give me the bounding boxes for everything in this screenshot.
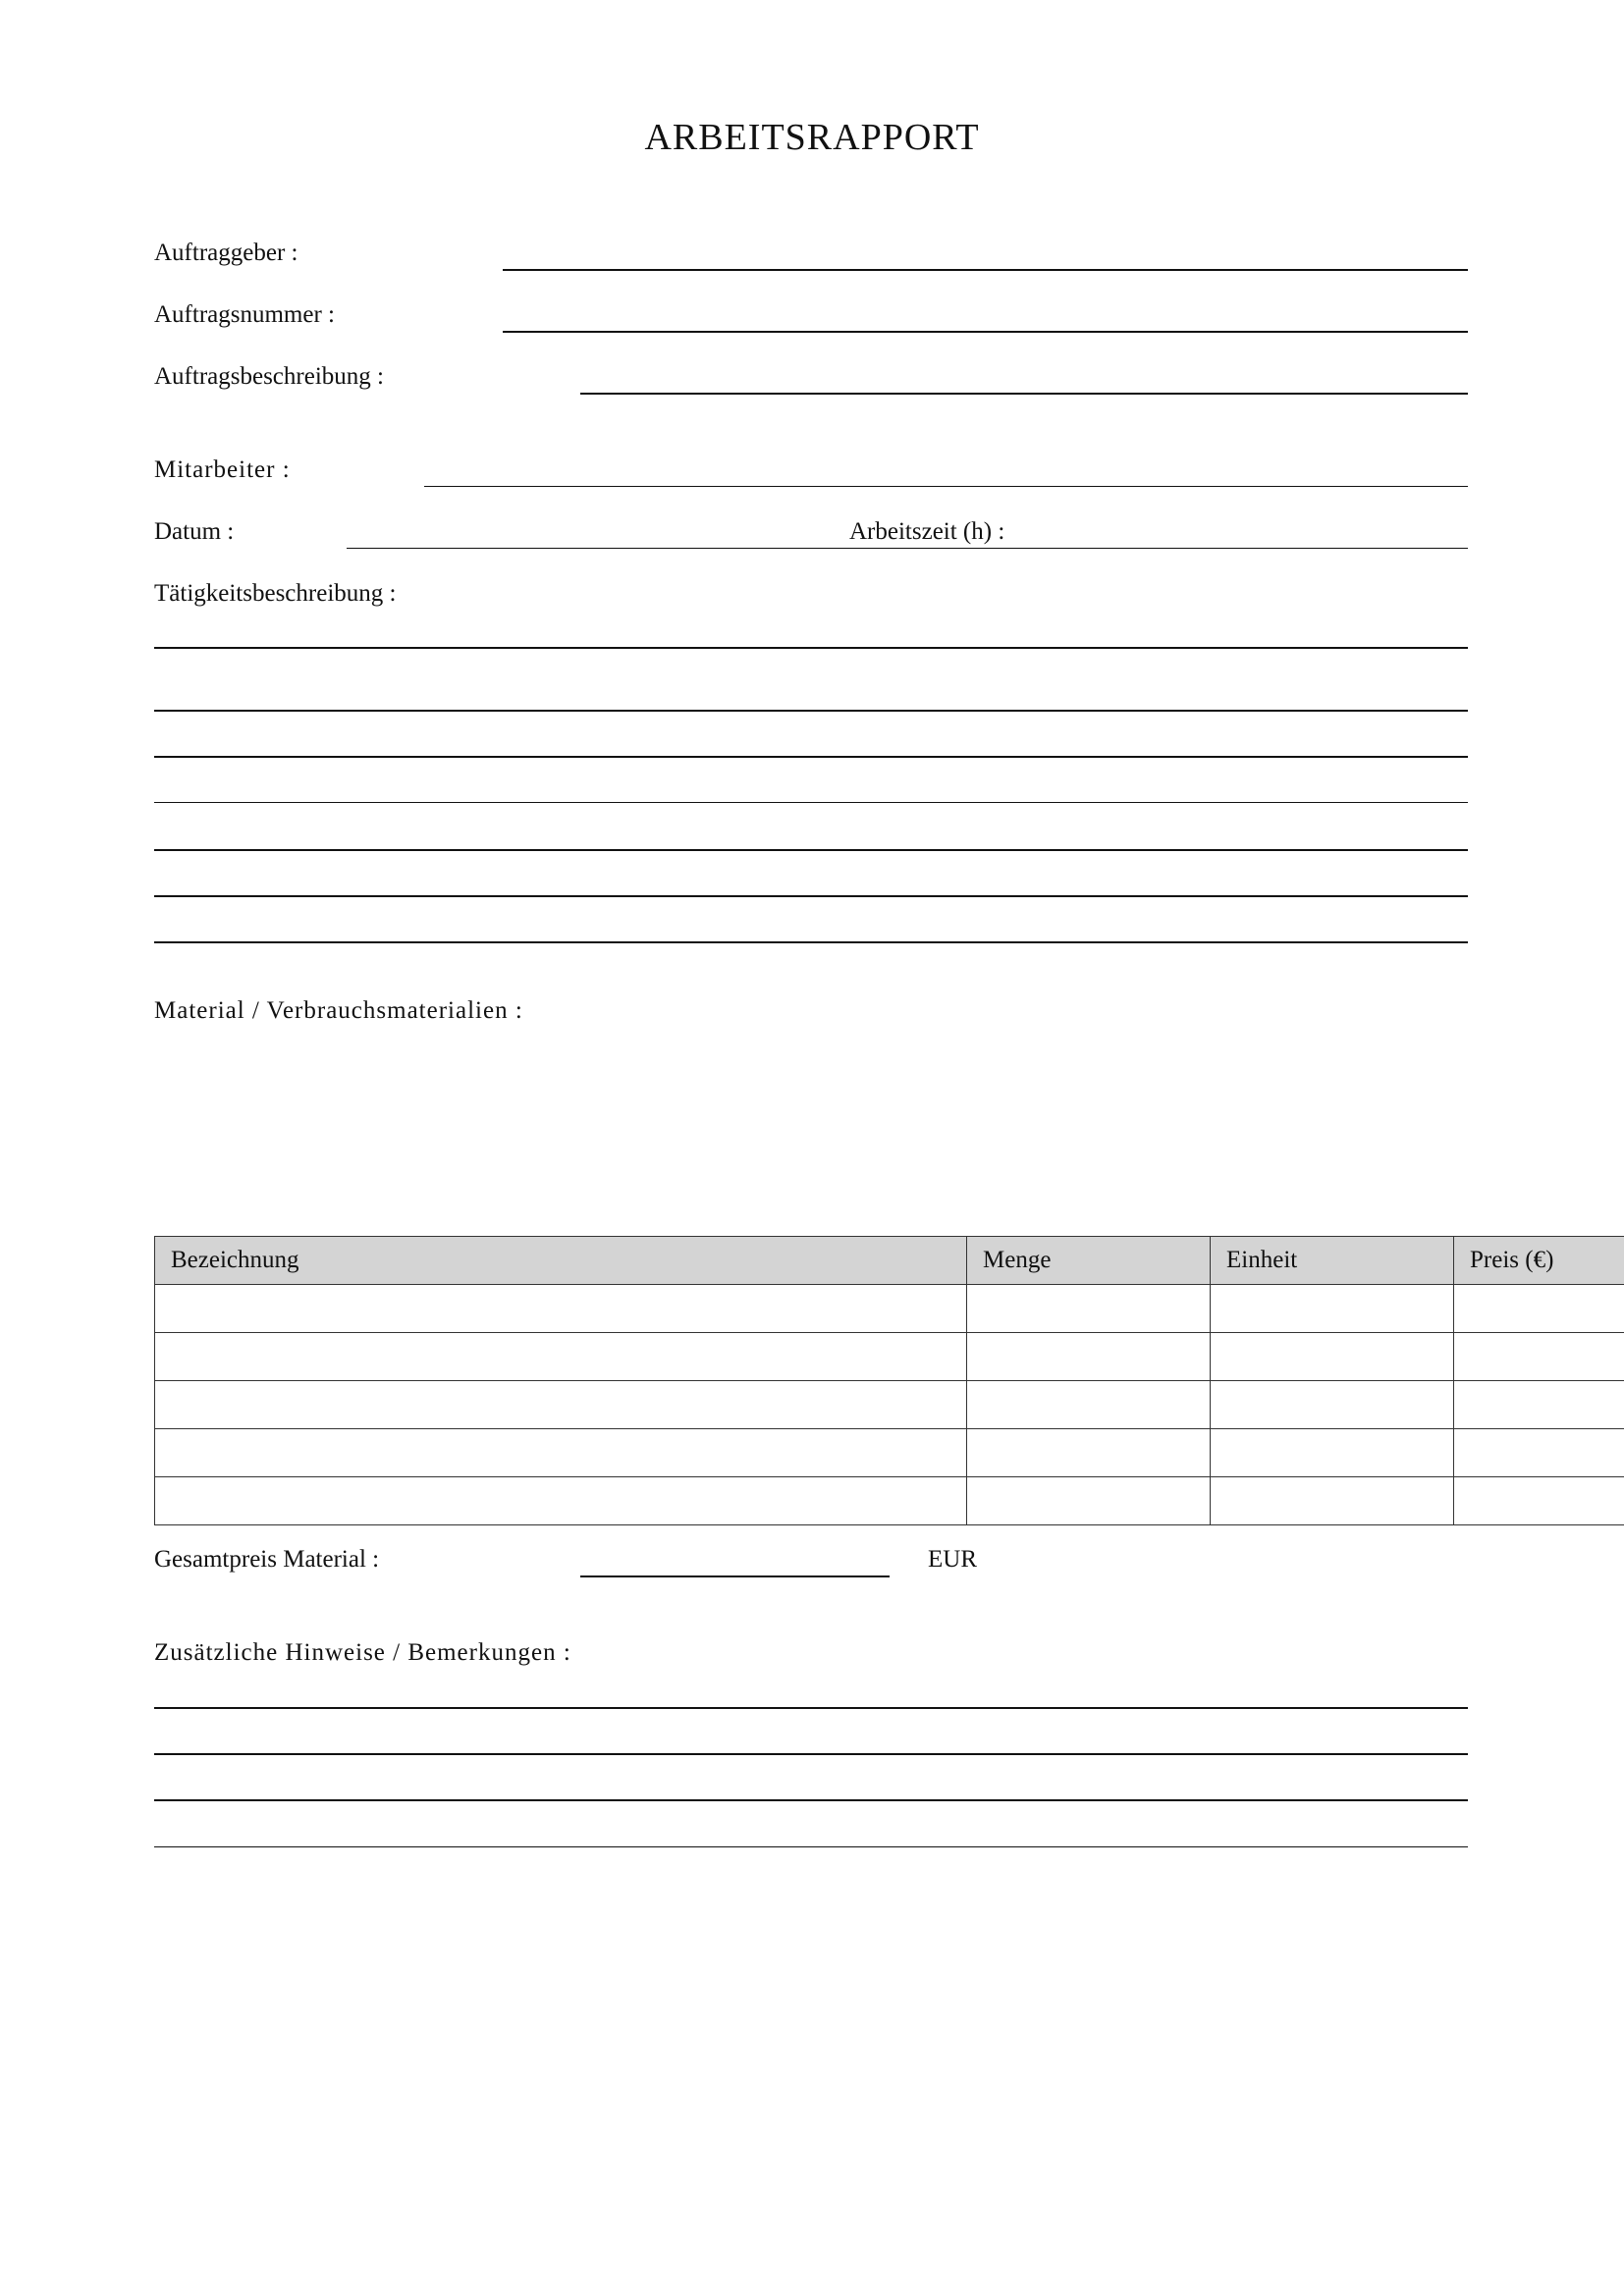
- table-row: [155, 1429, 1624, 1477]
- table-cell[interactable]: [967, 1381, 1211, 1429]
- document-title: ARBEITSRAPPORT: [644, 117, 980, 158]
- description-line-5[interactable]: [154, 849, 1468, 851]
- column-header-menge: Menge: [967, 1237, 1211, 1285]
- notes-heading: Zusätzliche Hinweise / Bemerkungen :: [154, 1639, 571, 1666]
- table-cell[interactable]: [155, 1429, 967, 1477]
- table-row: [155, 1381, 1624, 1429]
- table-cell[interactable]: [1454, 1333, 1624, 1381]
- label-datum: Datum :: [154, 518, 235, 545]
- notes-line-1[interactable]: [154, 1707, 1468, 1709]
- description-line-6[interactable]: [154, 895, 1468, 897]
- table-cell[interactable]: [1211, 1285, 1454, 1333]
- label-auftragsbeschreibung: Auftragsbeschreibung :: [154, 363, 384, 390]
- table-cell[interactable]: [1211, 1381, 1454, 1429]
- label-arbeitszeit: Arbeitszeit (h) :: [849, 518, 1005, 545]
- notes-line-3[interactable]: [154, 1799, 1468, 1801]
- column-header-preis: Preis (€): [1454, 1237, 1624, 1285]
- label-gesamtpreis-material: Gesamtpreis Material :: [154, 1546, 380, 1573]
- label-auftraggeber: Auftraggeber :: [154, 240, 298, 266]
- table-cell[interactable]: [967, 1333, 1211, 1381]
- input-line-auftragsnummer[interactable]: [503, 331, 1468, 333]
- input-line-auftraggeber[interactable]: [503, 269, 1468, 271]
- table-cell[interactable]: [1211, 1429, 1454, 1477]
- table-cell[interactable]: [155, 1477, 967, 1525]
- table-cell[interactable]: [1211, 1333, 1454, 1381]
- input-line-datum-arbeitszeit[interactable]: [347, 548, 1468, 549]
- input-line-mitarbeiter[interactable]: [424, 486, 1468, 487]
- column-header-einheit: Einheit: [1211, 1237, 1454, 1285]
- input-line-gesamtpreis[interactable]: [580, 1575, 890, 1577]
- label-auftragsnummer: Auftragsnummer :: [154, 301, 335, 328]
- table-cell[interactable]: [967, 1429, 1211, 1477]
- table-header-row: [155, 1237, 1624, 1285]
- description-line-3[interactable]: [154, 756, 1468, 758]
- table-cell[interactable]: [155, 1285, 967, 1333]
- table-cell[interactable]: [155, 1333, 967, 1381]
- table-cell[interactable]: [967, 1477, 1211, 1525]
- label-mitarbeiter: Mitarbeiter :: [154, 456, 291, 483]
- table-cell[interactable]: [1454, 1285, 1624, 1333]
- column-header-bezeichnung: Bezeichnung: [155, 1237, 967, 1285]
- description-line-2[interactable]: [154, 710, 1468, 712]
- description-line-4[interactable]: [154, 802, 1468, 803]
- description-line-7[interactable]: [154, 941, 1468, 943]
- table-cell[interactable]: [1211, 1477, 1454, 1525]
- table-cell[interactable]: [1454, 1477, 1624, 1525]
- input-line-auftragsbeschreibung[interactable]: [580, 393, 1468, 395]
- currency-label: EUR: [928, 1546, 977, 1573]
- notes-line-4[interactable]: [154, 1846, 1468, 1847]
- notes-line-2[interactable]: [154, 1753, 1468, 1755]
- material-heading: Material / Verbrauchsmaterialien :: [154, 997, 523, 1024]
- table-row: [155, 1333, 1624, 1381]
- table-cell[interactable]: [155, 1381, 967, 1429]
- material-table: [154, 1236, 1624, 1525]
- table-cell[interactable]: [1454, 1381, 1624, 1429]
- label-taetigkeitsbeschreibung: Tätigkeitsbeschreibung :: [154, 580, 397, 607]
- description-line-1[interactable]: [154, 647, 1468, 649]
- table-cell[interactable]: [967, 1285, 1211, 1333]
- table-row: [155, 1285, 1624, 1333]
- table-row: [155, 1477, 1624, 1525]
- table-cell[interactable]: [1454, 1429, 1624, 1477]
